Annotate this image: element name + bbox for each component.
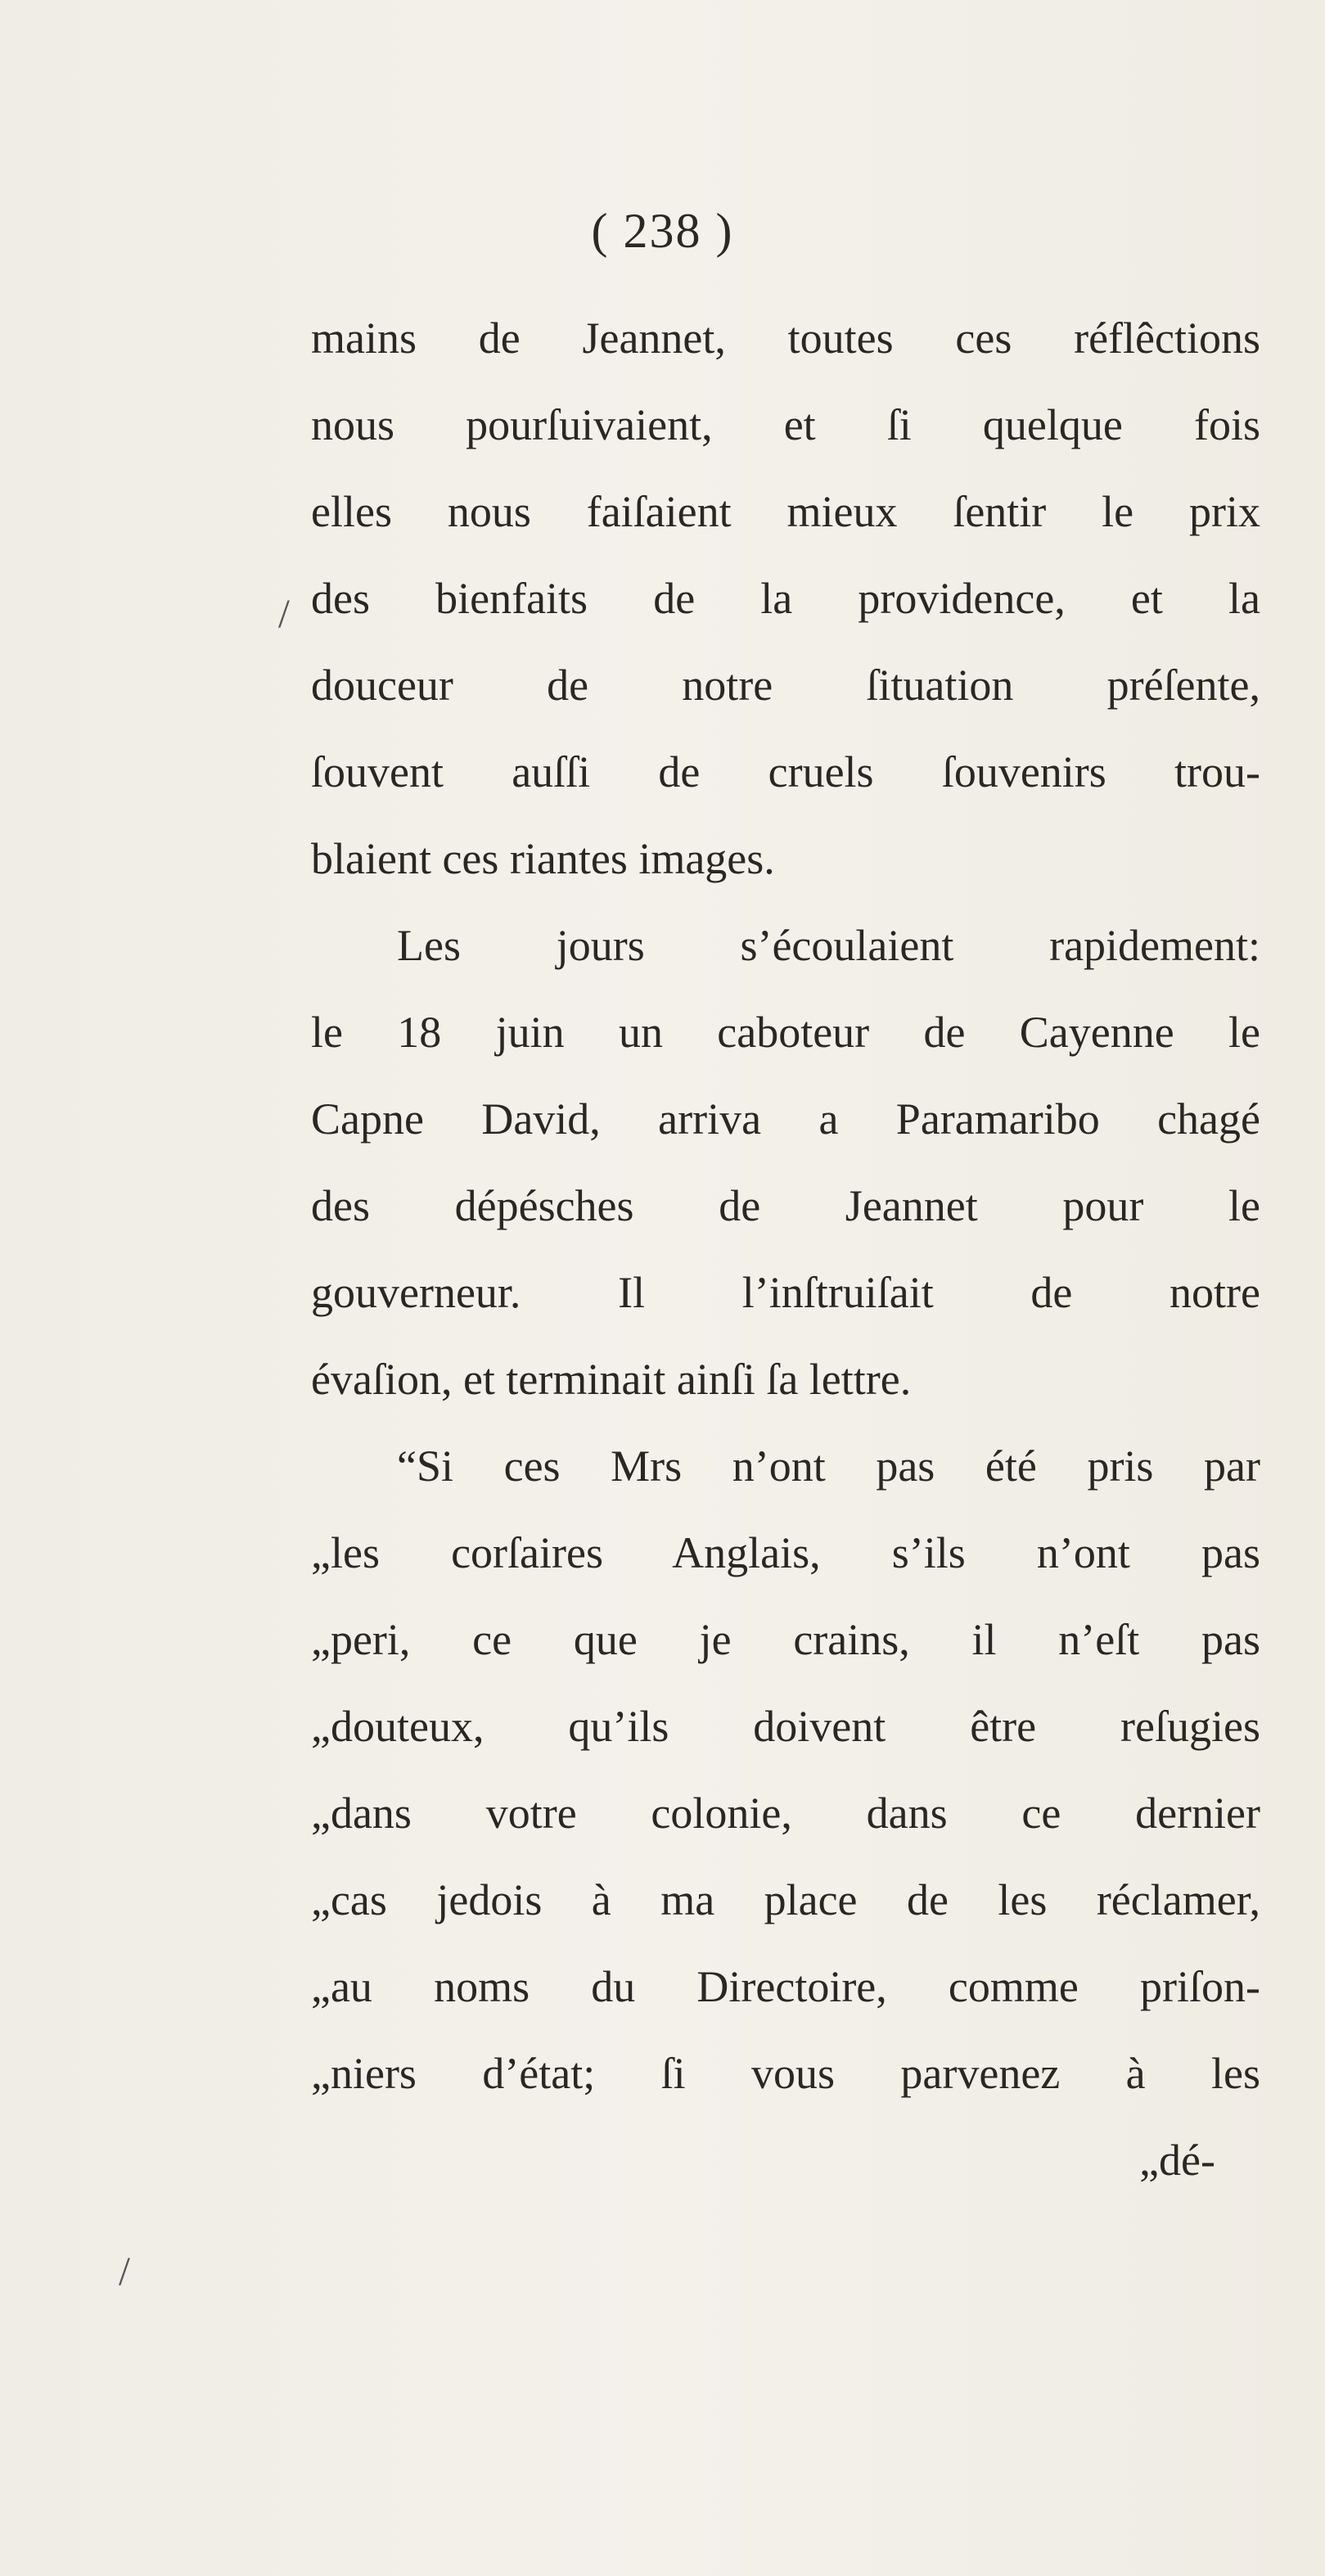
text-line: Capne David, arriva a Paramaribo chagé — [311, 1094, 1260, 1144]
text-line: des bienfaits de la providence, et la — [311, 574, 1260, 623]
page-number: ( 238 ) — [591, 204, 734, 258]
text-line: nous pourſuivaient, et ſi quelque fois — [311, 400, 1260, 449]
margin-mark: / — [278, 590, 290, 636]
text-line: le 18 juin un caboteur de Cayenne le — [311, 1008, 1260, 1057]
text-line: blaient ces riantes images. — [311, 834, 775, 883]
text-line: mains de Jeannet, toutes ces réflêctions — [311, 314, 1260, 363]
text-line: “Si ces Mrs n’ont pas été pris par — [397, 1441, 1260, 1491]
text-line: „au noms du Directoire, comme priſon- — [311, 1962, 1260, 2011]
catchword: „dé- — [1139, 2136, 1215, 2185]
margin-mark: / — [119, 2248, 130, 2294]
text-line: ſouvent auſſi de cruels ſouvenirs trou- — [311, 747, 1260, 796]
text-line: „niers d’état; ſi vous parvenez à les — [311, 2049, 1260, 2098]
text-line: gouverneur. Il l’inſtruiſait de notre — [311, 1268, 1260, 1317]
body-text — [311, 295, 1260, 2204]
text-line: „douteux, qu’ils doivent être reſugies — [311, 1702, 1260, 1751]
text-line: évaſion, et terminait ainſi ſa lettre. — [311, 1355, 912, 1404]
text-line: Les jours s’écoulaient rapidement: — [397, 921, 1260, 970]
text-line: „cas jedois à ma place de les réclamer, — [311, 1875, 1260, 1924]
text-line: elles nous faiſaient mieux ſentir le prix — [311, 487, 1260, 536]
text-line: „peri, ce que je crains, il n’eſt pas — [311, 1615, 1260, 1664]
text-line: douceur de notre ſituation préſente, — [311, 661, 1260, 710]
text-line: „dans votre colonie, dans ce dernier — [311, 1789, 1260, 1838]
text-line: „les corſaires Anglais, s’ils n’ont pas — [311, 1528, 1260, 1577]
text-line: des dépésches de Jeannet pour le — [311, 1181, 1260, 1230]
